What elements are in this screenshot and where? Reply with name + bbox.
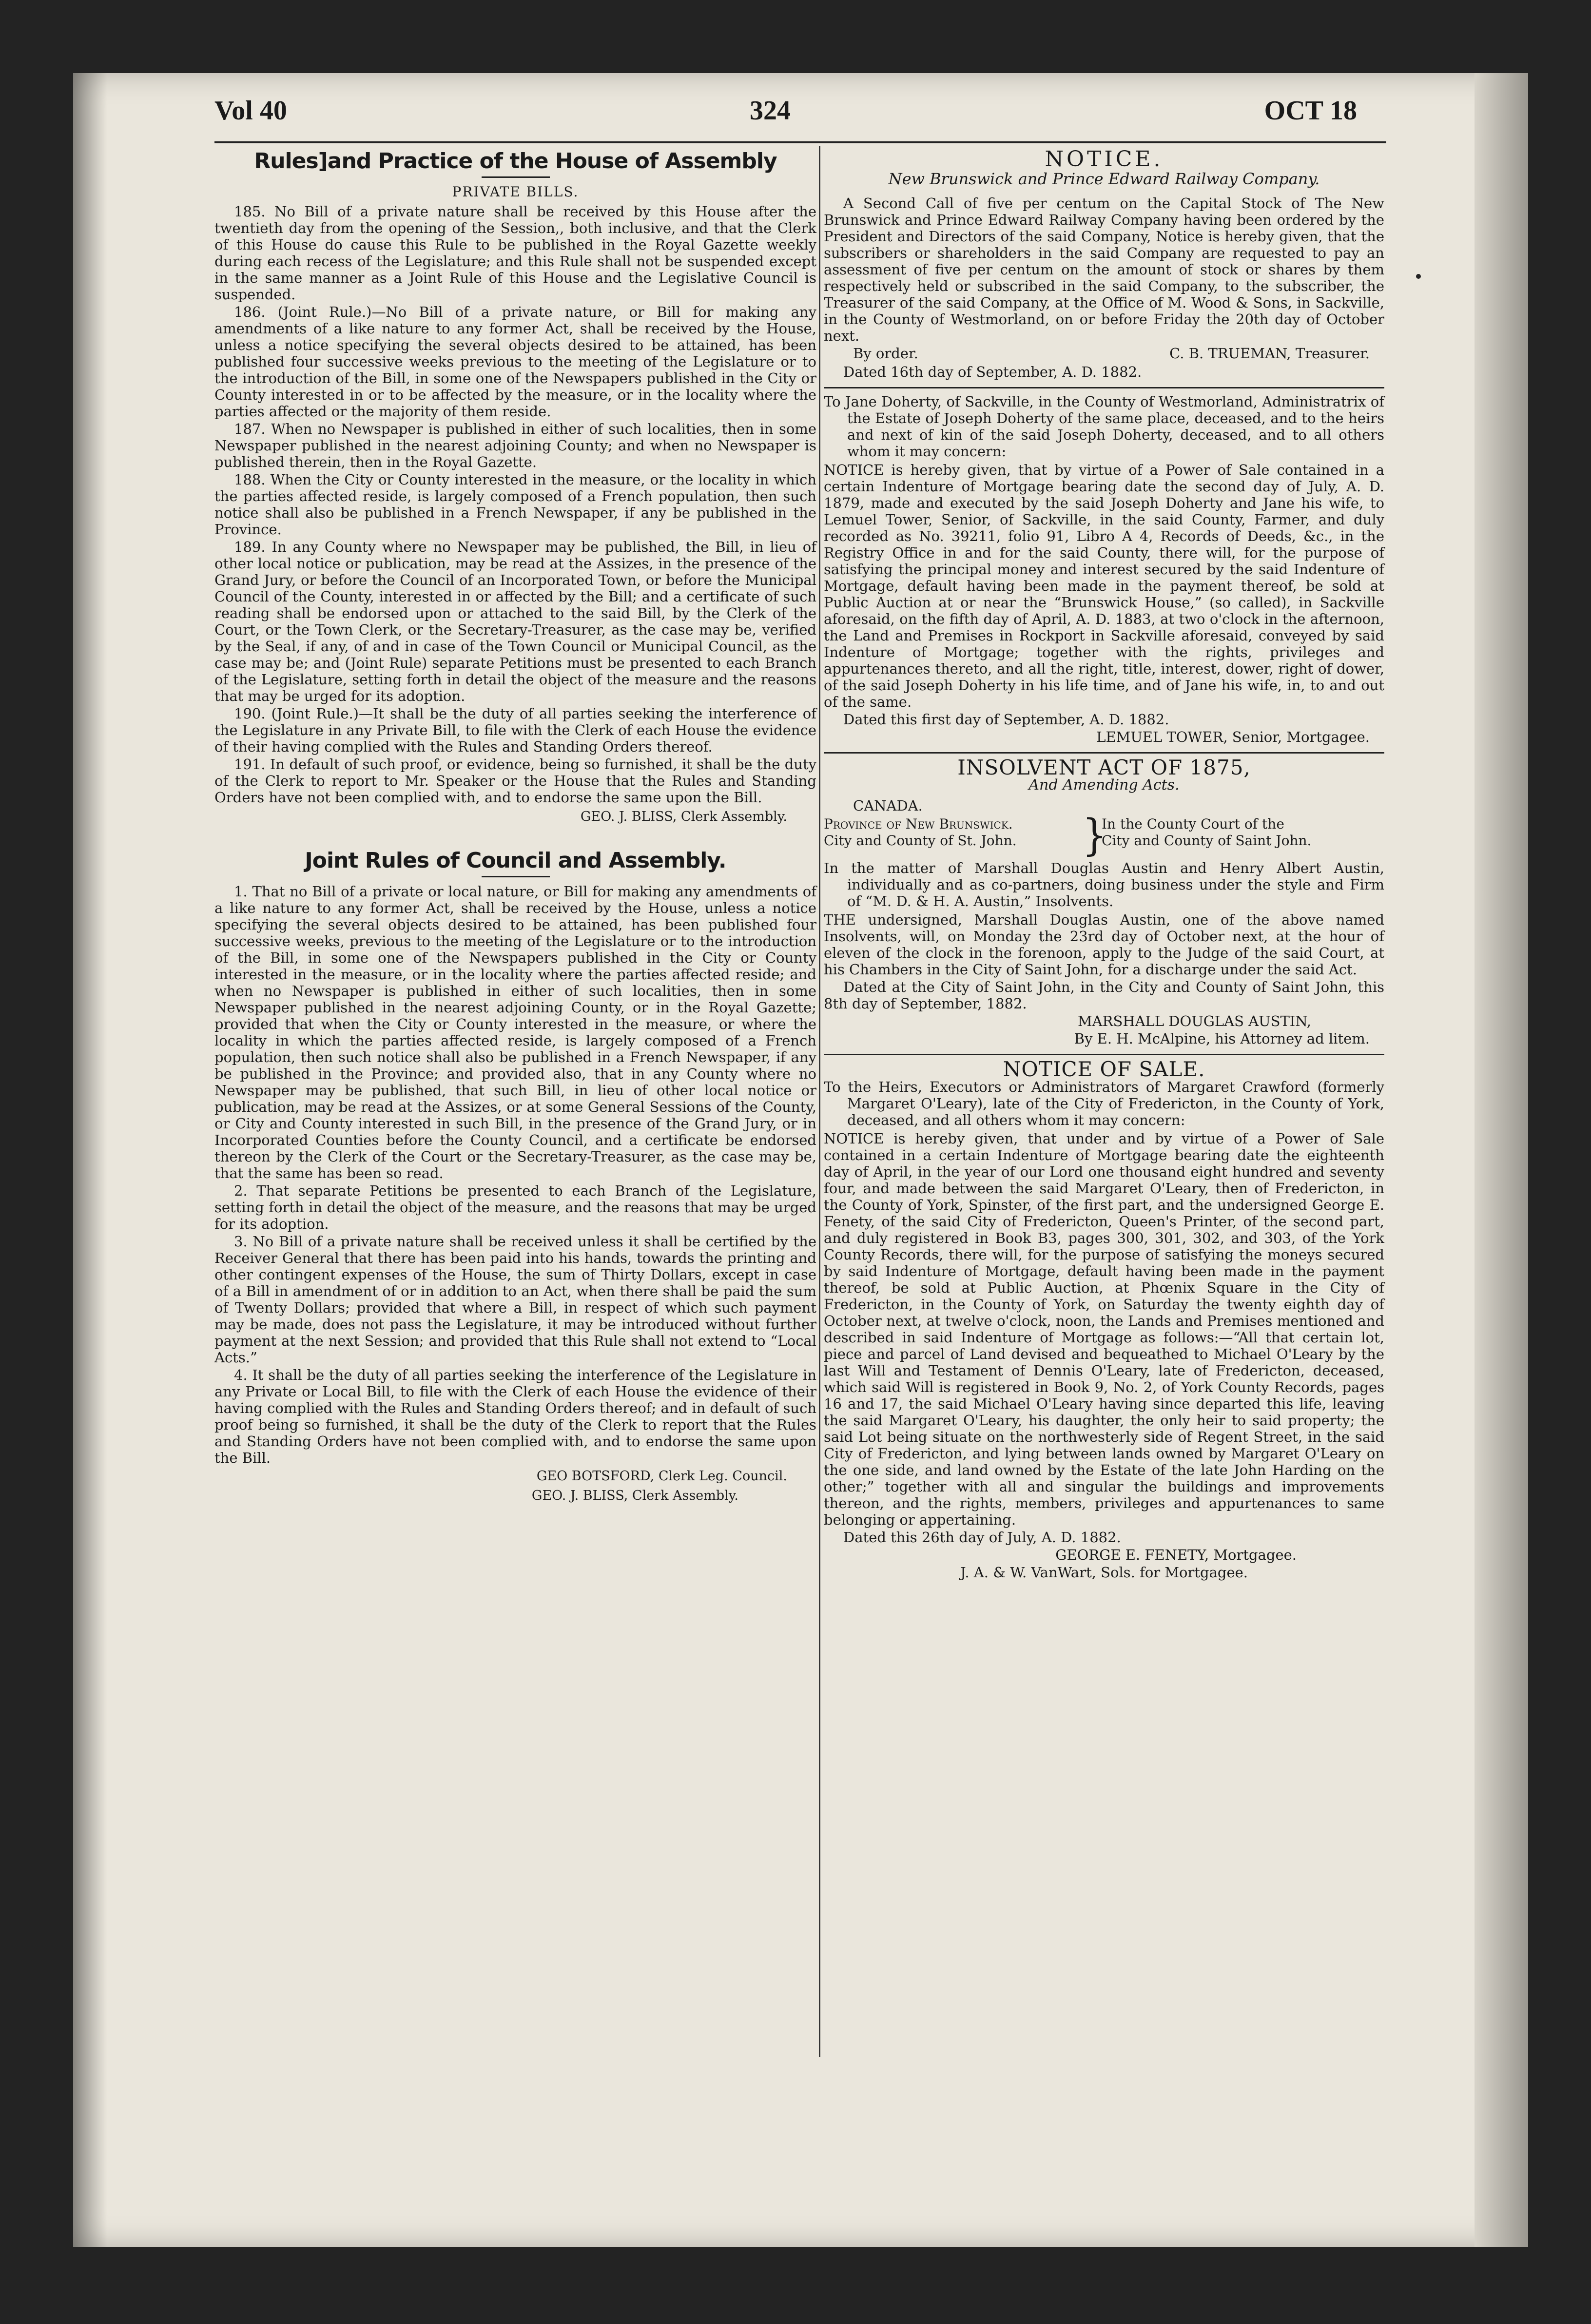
court-block <box>824 810 1384 860</box>
doherty-dated: Dated this first day of September, A. D. 1882. <box>843 711 1169 728</box>
railway-notice-subtitle: New Brunswick and Prince Edward Railway Company. <box>888 170 1320 188</box>
city-county-label: City and County of St. John. <box>824 833 1017 849</box>
doherty-body: NOTICE is hereby given, that by virtue of a Power of Sale contained in a certain Indenture of Mortgage bearing date the second day of July, A. D. 1879, made and executed by the said Joseph Doherty and Jane his wife, to Lemuel Tower, Senior, of Sackville, in the said County, Farmer, and duly recorded as No. 39211, folio 91, Libro A 4, Records of Deeds, &c., in the Registry Office in and for the said County, there will, for the purpose of satisfying the principal money and interest secured by the said Indenture of Mortgage, default having been made in the payment thereof, be sold at Public Auction at or near the “Brunswick House,” (so called), in Sackville aforesaid, on the fifth day of April, A. D. 1883, at two o'clock in the afternoon, the Land and Premises in Rockport in Sackville aforesaid, conveyed by said Indenture of Mortgage; together with the rights, privileges and appurtenances thereto, and all the right, title, interest, dower, right of dower, of the said Joseph Doherty in his life time, and of Jane his wife, in, to and out of the same. <box>824 462 1384 710</box>
railway-dated: Dated 16th day of September, A. D. 1882. <box>843 364 1142 380</box>
joint-rule-3: 3. No Bill of a private nature shall be received unless it shall be certified by the Receiver General that there has been paid into his hands, towards the printing and other contingent expenses of the House, the sum of Thirty Dollars, except in case of a Bill in amendment of or in addition to an Act, when there shall be paid the sum of Twenty Dollars; provided that where a Bill, in respect of which such payment may be made, does not pass the Legislature, it may be introduced without further payment at the next Session; and provided that this Rule shall not extend to “Local Acts.” <box>214 1233 816 1366</box>
bliss-signature-2: GEO. J. BLISS, Clerk Assembly. <box>531 1488 738 1503</box>
insolvent-body: THE undersigned, Marshall Douglas Austin, one of the above named Insolvents, will, on Monday the 23rd day of October next, at the hour of eleven of the clock in the forenoon, apply to the Judge of the said Court, at his Chambers in the City of Saint John, for a discharge under the said Act. <box>824 911 1384 978</box>
joint-rule-1: 1. That no Bill of a private or local nature, or Bill for making any amendments of a like nature to any former Act, shall be received by the House, unless a notice specifying the several objects desired to be attained, has been published four successive weeks, previous to the meeting of the Legislature or to the introduction of the Bill, in some one of the Newspapers published in the City or County interested in the measure, or in the locality where the parties affected reside; and when no Newspaper is published in either of such localities, then in some Newspaper published in the nearest adjoining County, or in the Royal Gazette; provided that when the City or County interested in the measure, or where the locality in which the parties affected reside, is largely composed of a French population, then such notice shall also be published in a French Newspaper, if any be published in the Province; and provided also, that in any County where no Newspaper may be published, that such Bill, in lieu of other local notice or publication, may be read at the Assizes, or at some General Sessions of the County, or City and County interested in such Bill, in the presence of the Grand Jury, or in Incorporated Counties before the County Council, and a certificate be endorsed thereon by the Clerk of the Court or the Secretary-Treasurer, as the case may be, that the same has been so read. <box>214 883 816 1181</box>
joint-rule-4: 4. It shall be the duty of all parties seeking the interference of the Legislature in any Private or Local Bill, to file with the Clerk of each House the evidence of their having complied with the Rules and Standing Orders thereof; and in default of such proof being so furnished, it shall be the duty of the Clerk to report that the Rules and Standing Orders have not been complied with, and to endorse the same upon the Bill. <box>214 1367 816 1466</box>
austin-signature: MARSHALL DOUGLAS AUSTIN, <box>1077 1013 1311 1029</box>
attorney-line: By E. H. McAlpine, his Attorney ad litem. <box>1074 1030 1370 1047</box>
railway-notice-title: NOTICE. <box>1045 147 1164 172</box>
rule-189: 189. In any County where no Newspaper may be published, the Bill, in lieu of other local notice or publication, may be read at the Assizes, in the presence of the Grand Jury, or before the Council of an Incorporated Town, or before the Municipal Council of the County, interested in or affected by the Bill; and a certificate of such reading shall be endorsed upon or attached to the said Bill, by the Clerk of the Court, or the Town Clerk, or the Secretary-Treasurer, as the case may be, verified by the Seal, if any, of and in case of the Town Council or Municipal Council, as the case may be; and (Joint Rule) separate Petitions must be presented to each Branch of the Legislature, setting forth in detail the object of the measure and the reasons that may be urged for its adoption. <box>214 539 816 704</box>
insolvent-title: INSOLVENT ACT OF 1875, <box>957 755 1251 779</box>
insolvent-subtitle: And Amending Acts. <box>1028 776 1180 794</box>
court-left <box>824 816 1082 855</box>
tower-signature: LEMUEL TOWER, Senior, Mortgagee. <box>1096 729 1370 745</box>
by-order-label: By order. <box>853 345 918 362</box>
doherty-address: To Jane Doherty, of Sackville, in the County of Westmorland, Administratrix of the Estate of Joseph Doherty of the same place, deceased, and to the heirs and next of kin of the said Joseph Doherty, deceased, and to all others whom it may concern: <box>824 393 1384 460</box>
header-rule <box>214 141 1386 143</box>
ink-dot <box>1416 274 1421 279</box>
title-rule <box>482 176 550 178</box>
private-bills-heading: PRIVATE BILLS. <box>452 184 579 200</box>
court-line-1: In the County Court of the <box>1102 816 1284 832</box>
left-column <box>214 146 816 1505</box>
sale-dated: Dated this 26th day of July, A. D. 1882. <box>843 1529 1121 1546</box>
fenety-signature: GEORGE E. FENETY, Mortgagee. <box>1055 1547 1297 1563</box>
rule-187: 187. When no Newspaper is published in either of such localities, then in some Newspaper published in the nearest adjoining County; and when no Newspaper is published therein, then in the Royal Gazette. <box>214 421 816 470</box>
botsford-signature: GEO BOTSFORD, Clerk Leg. Council. <box>536 1469 787 1484</box>
section-rule <box>824 1054 1384 1055</box>
brace: } <box>1082 810 1107 860</box>
page-edge <box>1475 73 1528 2247</box>
bliss-signature: GEO. J. BLISS, Clerk Assembly. <box>580 809 787 824</box>
title-rule <box>482 876 550 877</box>
insolvent-dated: Dated at the City of Saint John, in the City and County of Saint John, this 8th day of September, 1882. <box>824 979 1384 1012</box>
joint-rules-title: Joint Rules of Council and Assembly. <box>305 848 726 873</box>
canada-label: CANADA. <box>853 797 923 814</box>
page-number: 324 <box>750 96 791 126</box>
sale-body: NOTICE is hereby given, that under and by virtue of a Power of Sale contained in a certain Indenture of Mortgage bearing date the eighteenth day of April, in the year of our Lord one thousand eight hundred and seventy four, and made between the said Margaret O'Leary, then of Fredericton, in the County of York, Spinster, of the first part, and the undersigned George E. Fenety, of the said City of Fredericton, Queen's Printer, of the second part, and duly registered in Book B3, pages 300, 301, 302, and 303, of the York County Records, there will, for the purpose of satisfying the moneys secured by said Indenture of Mortgage, default having been made in the payment thereof, be sold at Public Auction, at Phœnix Square in the City of Fredericton, in the County of York, on Saturday the twenty eighth day of October next, at twelve o'clock, noon, the Lands and Premises mentioned and described in said Indenture of Mortgage as follows:—“All that certain lot, piece and parcel of Land devised and bequeathed to Michael O'Leary by the last Will and Testament of Dennis O'Leary, late of Fredericton, deceased, which said Will is registered in Book 9, No. 2, of York County Records, pages 16 and 17, the said Michael O'Leary having since departed this life, leaving the said Margaret O'Leary, his daughter, the only heir to said property; the said Lot being situate on the northwesterly side of Regent Street, in the said City of Fredericton, and lying between lands owned by Margaret O'Leary on the one side, and land owned by the Estate of the late John Harding on the other;” together with all and singular the buildings and improvements thereon, and the rights, members, privileges and appurtenances to same belonging or appertaining. <box>824 1130 1384 1528</box>
solicitors-line: J. A. & W. VanWart, Sols. for Mortgagee. <box>960 1564 1248 1581</box>
railway-signature-line <box>824 345 1384 362</box>
sale-address: To the Heirs, Executors or Administrators of Margaret Crawford (formerly Margaret O'Leary), late of the City of Fredericton, in the County of York, deceased, and all others whom it may concern: <box>824 1079 1384 1128</box>
rule-191: 191. In default of such proof, or evidence, being so furnished, it shall be the duty of the Clerk to report to Mr. Speaker or the House that the Rules and Standing Orders have not been complied with, and to endorse the same upon the Bill. <box>214 756 816 806</box>
volume-label: Vol 40 <box>214 96 287 126</box>
rule-186: 186. (Joint Rule.)—No Bill of a private nature, or Bill for making any amendments of a like nature to any former Act, shall be received by the House, unless a notice specifying the several objects desired to be attained, has been published four successive weeks previous to the meeting of the Legislature or to the introduction of the Bill, in some one of the Newspapers published in the City or County interested in or to be affected by the measure, or in the locality where the parties affected or the majority of them reside. <box>214 304 816 420</box>
gutter-shadow <box>73 73 107 2247</box>
rule-188: 188. When the City or County interested in the measure, or the locality in which the parties affected reside, is largely composed of a French population, then such notice shall also be published in a French Newspaper, if any be published in the Province. <box>214 471 816 538</box>
railway-notice-body: A Second Call of five per centum on the Capital Stock of The New Brunswick and Prince Edward Railway Company having been ordered by the President and Directors of the said Company, Notice is hereby given, that the subscribers or shareholders in the said Company are requested to pay an assessment of five per centum on the amount of stock or shares by them respectively held or subscribed in the said Company, to the subscriber, the Treasurer of the said Company, at the Office of M. Wood & Sons, in Sackville, in the County of Westmorland, on or before Friday the 20th day of October next. <box>824 195 1384 344</box>
section-rule <box>824 752 1384 754</box>
sale-title: NOTICE OF SALE. <box>1003 1057 1205 1081</box>
section-rule <box>824 387 1384 388</box>
trueman-signature: C. B. TRUEMAN, Treasurer. <box>1169 345 1370 362</box>
court-line-2: City and County of Saint John. <box>1102 833 1312 849</box>
insolvent-matter: In the matter of Marshall Douglas Austin and Henry Albert Austin, individually and as co-partners, doing business under the style and Firm of “M. D. & H. A. Austin,” Insolvents. <box>824 860 1384 910</box>
right-column <box>824 146 1384 1582</box>
rule-185: 185. No Bill of a private nature shall be received by this House after the twentieth day from the opening of the Session,, both inclusive, and that the Clerk of this House do cause this Rule to be published in the Royal Gazette weekly during each recess of the Legislature; and this Rule shall not be suspended except in the same manner as a Joint Rule of this House and the Legislative Council is suspended. <box>214 203 816 303</box>
issue-date: OCT 18 <box>1264 96 1357 126</box>
column-divider <box>819 146 820 2057</box>
court-right <box>1102 816 1384 855</box>
province-label: Province of New Brunswick. <box>824 816 1013 832</box>
joint-rule-2: 2. That separate Petitions be presented to each Branch of the Legislature, setting forth in detail the object of the measure, and the reasons that may be urged for its adoption. <box>214 1182 816 1232</box>
rule-190: 190. (Joint Rule.)—It shall be the duty of all parties seeking the interference of the Legislature in any Private Bill, to file with the Clerk of each House the evidence of their having complied with the Rules and Standing Orders thereof. <box>214 705 816 755</box>
rules-house-title: Rules]and Practice of the House of Assembly <box>254 149 777 174</box>
